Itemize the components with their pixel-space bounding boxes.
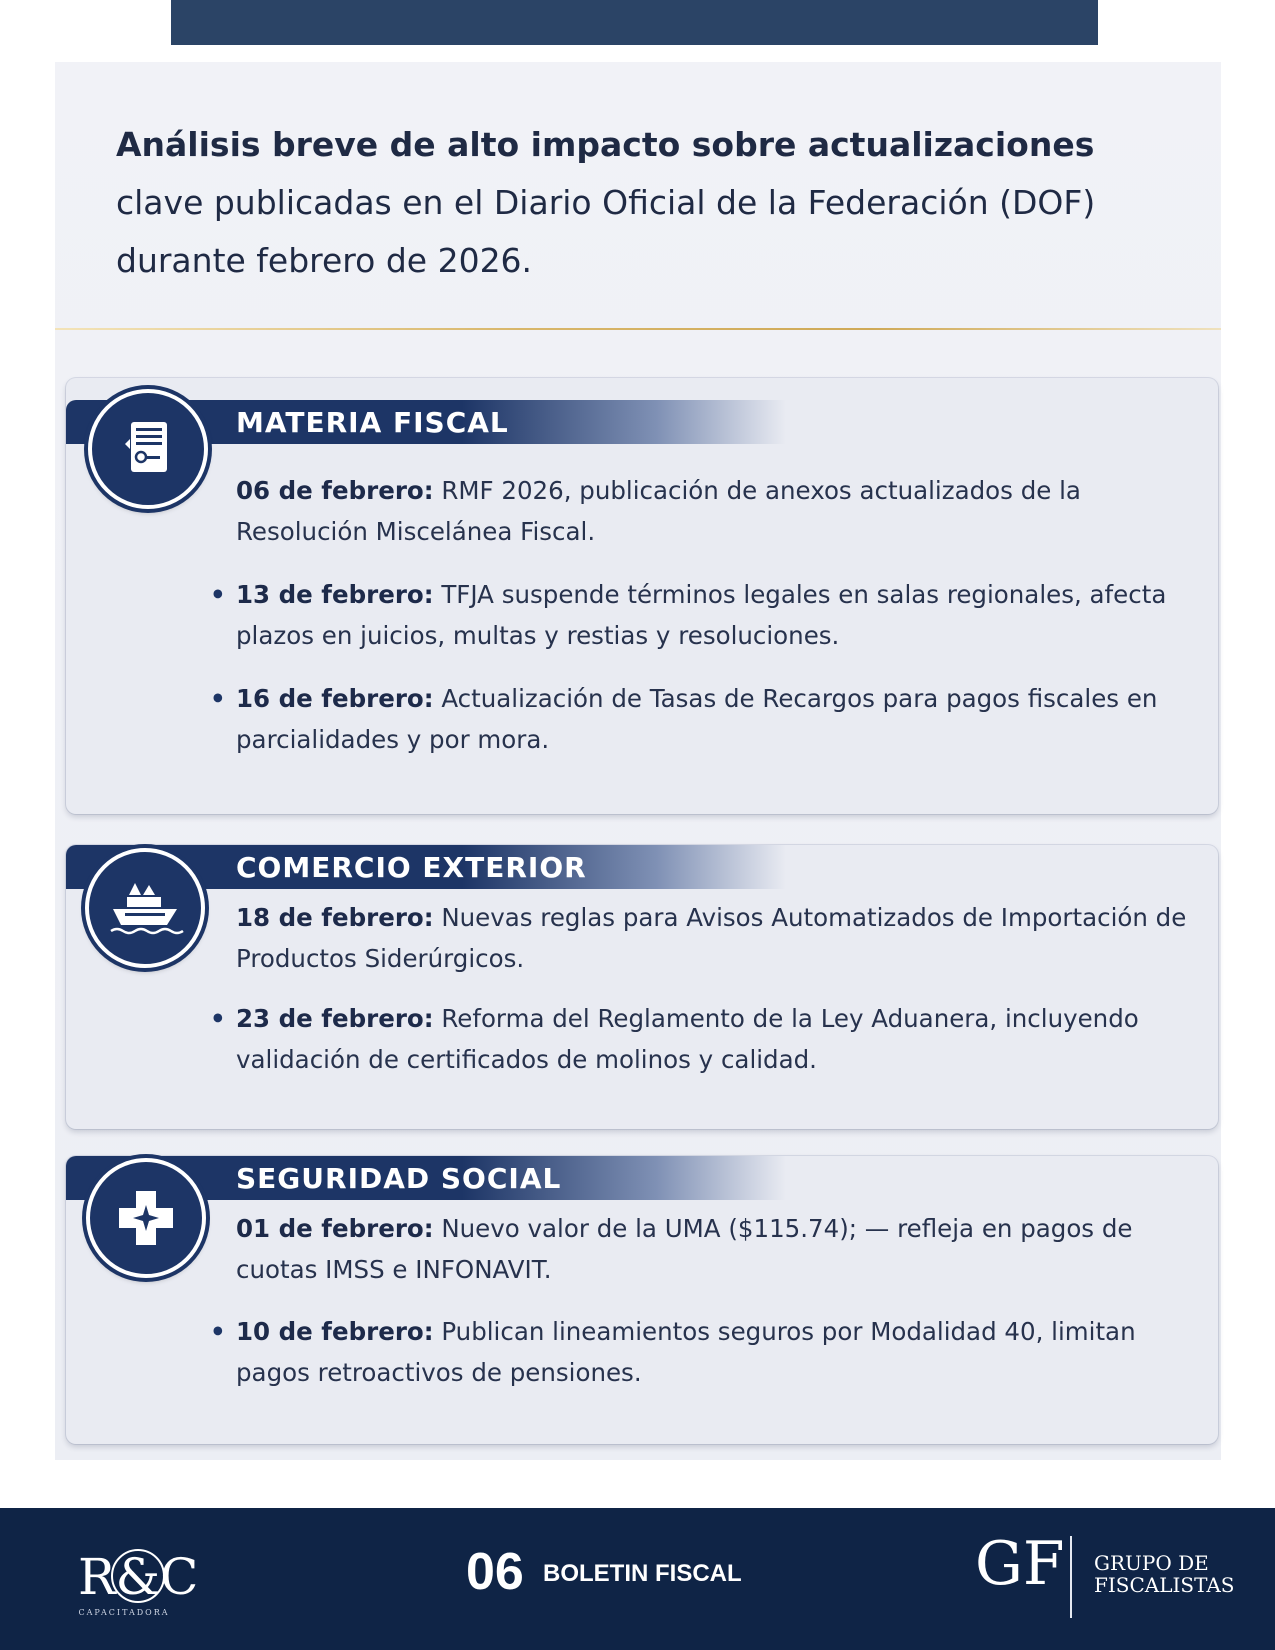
item-text: Nuevo valor de la UMA ($115.74); — refleja en pagos de cuotas IMSS e INFONAVIT. xyxy=(236,1214,1133,1284)
item-text: TFJA suspende términos legales en salas regionales, afecta plazos en juicios, multas y restias y resoluciones. xyxy=(236,580,1167,650)
item-date: 06 de febrero: xyxy=(236,476,434,505)
grupo-fiscalistas-logo xyxy=(975,1529,1065,1622)
bulletin-label: BOLETIN FISCAL xyxy=(543,1560,742,1587)
intro-rest: clave publicadas en el Diario Oficial de la Federación (DOF) durante febrero de 2026. xyxy=(116,183,1096,280)
document-icon xyxy=(88,389,208,509)
section-title: SEGURIDAD SOCIAL xyxy=(236,1162,562,1195)
item-text: Reforma del Reglamento de la Ley Aduanera, incluyendo validación de certificados de molinos y calidad. xyxy=(236,1004,1139,1074)
item-date: 23 de febrero: xyxy=(236,1004,434,1033)
item-date: 16 de febrero: xyxy=(236,684,434,713)
item-text: Nuevas reglas para Avisos Automatizados de Importación de Productos Siderúrgicos. xyxy=(236,903,1187,973)
ship-icon xyxy=(85,848,205,968)
gf-name-line2: FISCALISTAS xyxy=(1094,1573,1235,1597)
list-item xyxy=(236,1208,1196,1290)
item-date: 13 de febrero: xyxy=(236,580,434,609)
medical-cross-icon xyxy=(86,1158,206,1278)
list-item xyxy=(236,1311,1196,1393)
list-item xyxy=(236,470,1196,552)
footer-bar xyxy=(0,1508,1275,1650)
list-item xyxy=(236,574,1196,656)
gf-name-line1: GRUPO DE xyxy=(1094,1551,1209,1575)
item-date: 01 de febrero: xyxy=(236,1214,434,1243)
section-materia-fiscal xyxy=(66,378,1218,814)
rc-subtitle: CAPACITADORA xyxy=(78,1608,170,1617)
list-item xyxy=(236,998,1196,1080)
section-title: COMERCIO EXTERIOR xyxy=(236,851,587,884)
list-item xyxy=(236,897,1196,979)
footer-divider xyxy=(1070,1536,1072,1618)
gold-divider xyxy=(55,328,1221,330)
intro-lead: Análisis breve de alto impacto sobre actualizaciones xyxy=(116,125,1095,164)
item-text: Publican lineamientos seguros por Modalidad 40, limitan pagos retroactivos de pensiones. xyxy=(236,1317,1136,1387)
gf-company-name xyxy=(1094,1552,1235,1596)
item-date: 10 de febrero: xyxy=(236,1317,434,1346)
section-seguridad-social xyxy=(66,1156,1218,1444)
item-text: RMF 2026, publicación de anexos actualizados de la Resolución Miscelánea Fiscal. xyxy=(236,476,1081,546)
top-header-bar xyxy=(171,0,1098,45)
section-title: MATERIA FISCAL xyxy=(236,406,509,439)
item-text: Actualización de Tasas de Recargos para pagos fiscales en parcialidades y por mora. xyxy=(236,684,1158,754)
intro-paragraph xyxy=(116,116,1206,290)
list-item xyxy=(236,678,1196,760)
rc-logo-text: R&C xyxy=(78,1548,199,1606)
page-number: 06 xyxy=(466,1543,524,1601)
section-comercio-exterior xyxy=(66,845,1218,1129)
item-date: 18 de febrero: xyxy=(236,903,434,932)
gf-logo-text: GF xyxy=(975,1529,1065,1599)
